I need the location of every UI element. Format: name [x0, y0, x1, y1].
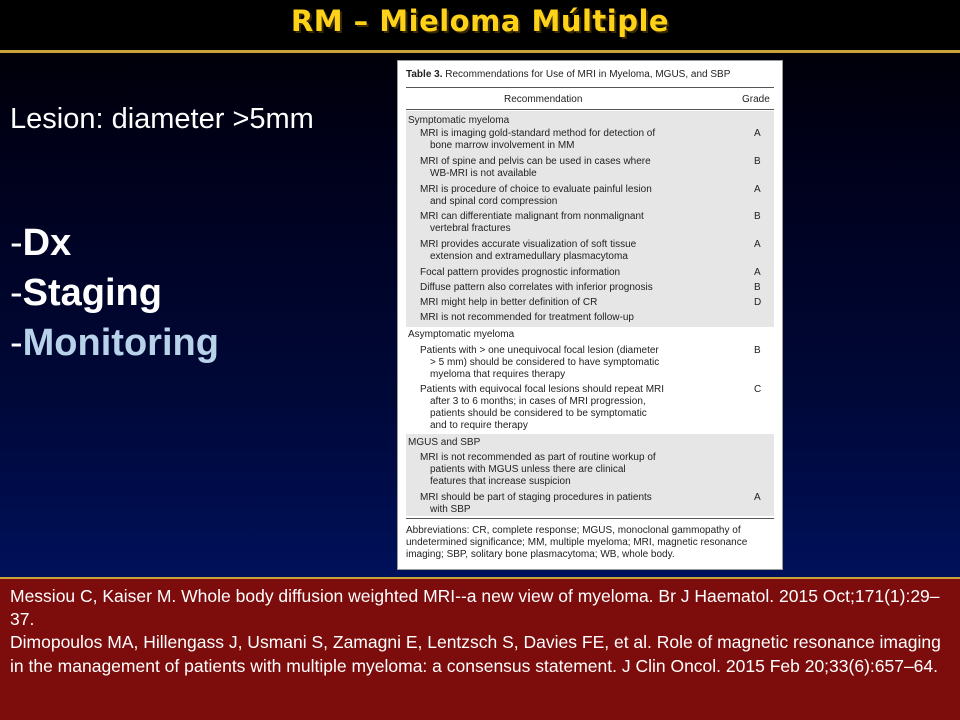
section-label: MGUS and SBP	[408, 437, 481, 448]
row-grade: B	[754, 345, 761, 356]
header-recommendation: Recommendation	[504, 94, 583, 105]
table-row: MRI provides accurate visualization of soft tissue extension and extramedullary plasmacytoma	[420, 239, 637, 262]
table-rule	[406, 87, 774, 88]
table-rule	[406, 109, 774, 110]
row-grade: B	[754, 156, 761, 167]
bullet-monitoring	[10, 322, 219, 372]
table-row: MRI of spine and pelvis can be used in cases where WB-MRI is not available	[420, 156, 651, 179]
bullet-text: Monitoring	[22, 322, 219, 364]
lesion-diameter-text: Lesion: diameter >5mm	[10, 103, 314, 135]
table-row: MRI is not recommended as part of routine workup of patients with MGUS unless there are clinical features that increase suspicion	[420, 452, 656, 487]
table-row: Patients with equivocal focal lesions should repeat MRI after 3 to 6 months; in cases of MRI progression, patients should be considered to be symptomatic and to require therapy	[420, 384, 665, 431]
bullet-dash: -	[10, 222, 23, 264]
bullet-list	[10, 222, 219, 372]
section-label: Symptomatic myeloma	[408, 115, 510, 126]
row-grade: A	[754, 492, 761, 503]
section-label: Asymptomatic myeloma	[408, 329, 515, 340]
table-rule	[406, 518, 774, 519]
row-grade: A	[754, 267, 761, 278]
row-grade: A	[754, 184, 761, 195]
mri-recommendations-table	[397, 60, 783, 570]
title-bar	[0, 0, 960, 53]
row-grade: A	[754, 128, 761, 139]
header-grade: Grade	[742, 94, 770, 105]
row-grade: B	[754, 211, 761, 222]
reference-2: Dimopoulos MA, Hillengass J, Usmani S, Zamagni E, Lentzsch S, Davies FE, et al. Role of magnetic resonance imaging in the management of patients with multiple myeloma: a consensus statement. J Clin Oncol. 2015 Feb 20;33(6):657–64.	[10, 632, 941, 676]
table-abbreviations: Abbreviations: CR, complete response; MGUS, monoclonal gammopathy of undetermined significance; MM, multiple myeloma; MRI, magnetic resonance imaging; SBP, solitary bone plasmacytoma; WB, whole body.	[406, 525, 748, 560]
table-row: MRI might help in better definition of CR	[420, 297, 598, 308]
bullet-staging	[10, 272, 219, 322]
bullet-text: Staging	[22, 272, 162, 314]
table-row: MRI is not recommended for treatment follow-up	[420, 312, 634, 323]
bullet-dx	[10, 222, 219, 272]
table-row: Patients with > one unequivocal focal lesion (diameter > 5 mm) should be considered to have symptomatic myeloma that requires therapy	[420, 345, 660, 380]
table-row: Focal pattern provides prognostic information	[420, 267, 621, 278]
row-grade: B	[754, 282, 761, 293]
table-row: MRI is procedure of choice to evaluate painful lesion and spinal cord compression	[420, 184, 652, 207]
row-grade: D	[754, 297, 762, 308]
references-box	[0, 577, 960, 720]
table-row: MRI should be part of staging procedures in patients with SBP	[420, 492, 652, 515]
bullet-dash: -	[10, 272, 23, 314]
reference-1: Messiou C, Kaiser M. Whole body diffusion weighted MRI--a new view of myeloma. Br J Haematol. 2015 Oct;171(1):29–37.	[10, 586, 940, 630]
table-row: Diffuse pattern also correlates with inferior prognosis	[420, 282, 653, 293]
slide-title: RM – Mieloma Múltiple	[290, 4, 670, 38]
bullet-text: Dx	[22, 222, 72, 264]
row-grade: C	[754, 384, 762, 395]
table-title: Table 3. Recommendations for Use of MRI in Myeloma, MGUS, and SBP	[406, 69, 731, 80]
table-row: MRI is imaging gold-standard method for detection of bone marrow involvement in MM	[420, 128, 656, 151]
table-row: MRI can differentiate malignant from nonmalignant vertebral fractures	[420, 211, 644, 234]
bullet-dash: -	[10, 322, 23, 364]
row-grade: A	[754, 239, 761, 250]
